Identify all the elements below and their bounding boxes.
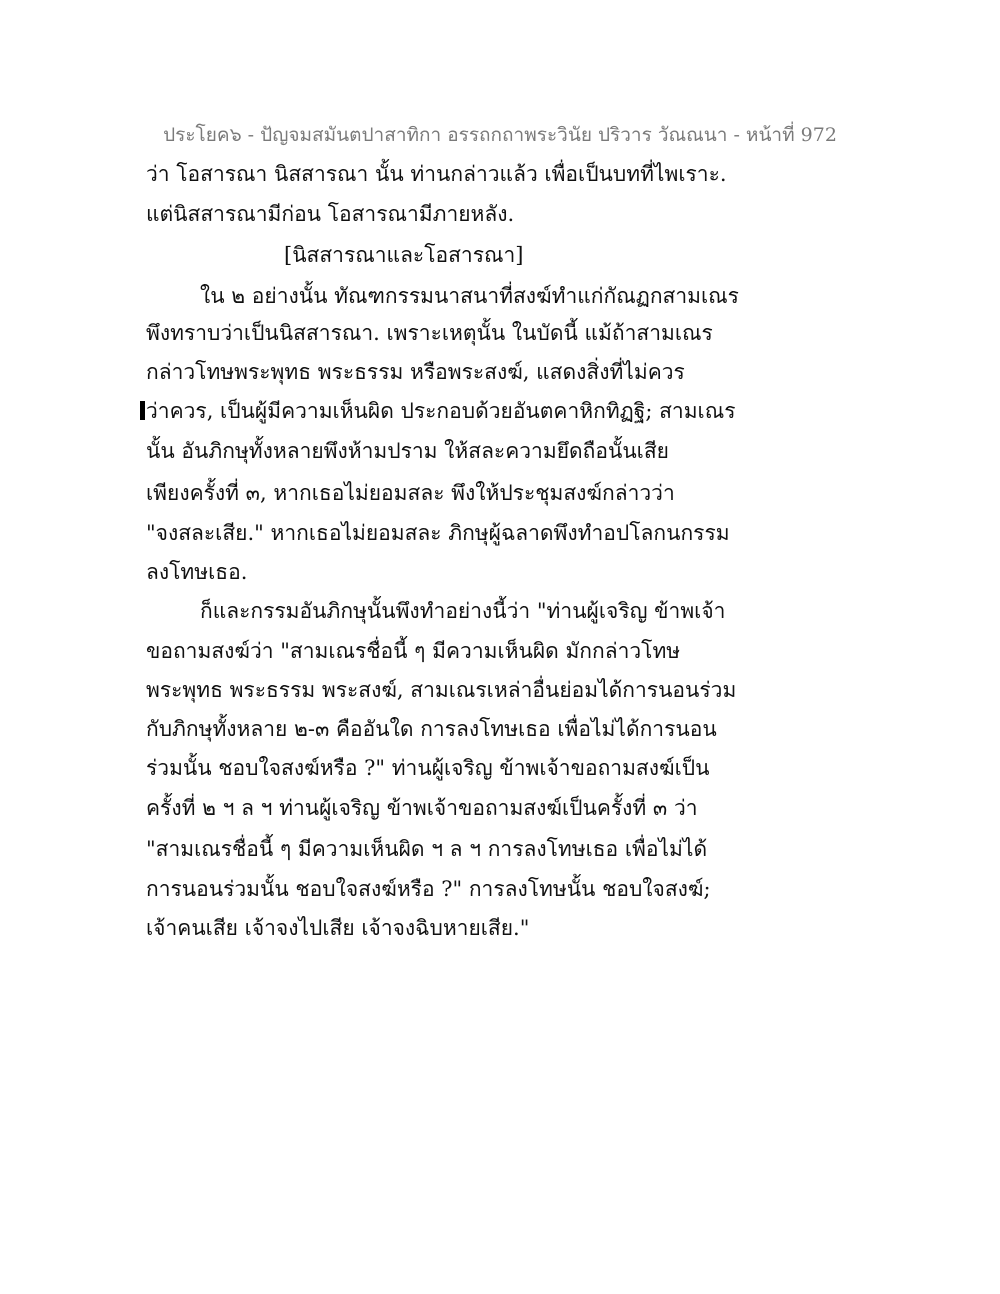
text-line: ร่วมนั้น ชอบใจสงฆ์หรือ ?" ท่านผู้เจริญ ข้าพเจ้าขอถามสงฆ์เป็น [146,756,710,780]
section-heading: [นิสสารณาและโอสารณา] [284,243,524,267]
text-line: ว่า โอสารณา นิสสารณา นั้น ท่านกล่าวแล้ว เพื่อเป็นบทที่ไพเราะ. [146,162,727,186]
text-line: "สามเณรชื่อนี้ ๆ มีความเห็นผิด ฯ ล ฯ การลงโทษเธอ เพื่อไม่ได้ [146,837,708,861]
text-line: การนอนร่วมนั้น ชอบใจสงฆ์หรือ ?" การลงโทษนั้น ชอบใจสงฆ์; [146,877,711,901]
page-header: ประโยค๖ - ปัญจมสมันตปาสาทิกา อรรถกถาพระวินัย ปริวาร วัณณนา - หน้าที่ 972 [163,124,837,146]
text-line: เพียงครั้งที่ ๓, หากเธอไม่ยอมสละ พึงให้ประชุมสงฆ์กล่าวว่า [146,481,675,505]
text-line: ครั้งที่ ๒ ฯ ล ฯ ท่านผู้เจริญ ข้าพเจ้าขอถามสงฆ์เป็นครั้งที่ ๓ ว่า [146,796,698,820]
text-line: ใน ๒ อย่างนั้น ทัณฑกรรมนาสนาที่สงฆ์ทำแก่กัณฏกสามเณร [200,284,739,308]
margin-marker [140,401,145,420]
text-line: ว่าควร, เป็นผู้มีความเห็นผิด ประกอบด้วยอันตคาหิกทิฏฐิ; สามเณร [146,399,736,423]
text-line: ก็และกรรมอันภิกษุนั้นพึงทำอย่างนี้ว่า "ท่านผู้เจริญ ข้าพเจ้า [200,599,726,623]
text-line: "จงสละเสีย." หากเธอไม่ยอมสละ ภิกษุผู้ฉลาดพึงทำอปโลกนกรรม [146,521,730,545]
text-line: แต่นิสสารณามีก่อน โอสารณามีภายหลัง. [146,202,515,226]
text-line: กับภิกษุทั้งหลาย ๒-๓ คืออันใด การลงโทษเธอ เพื่อไม่ได้การนอน [146,717,717,741]
text-line: ขอถามสงฆ์ว่า "สามเณรชื่อนี้ ๆ มีความเห็นผิด มักกล่าวโทษ [146,639,681,663]
text-line: ลงโทษเธอ. [146,560,248,584]
text-line: พระพุทธ พระธรรม พระสงฆ์, สามเณรเหล่าอื่นย่อมได้การนอนร่วม [146,678,737,702]
text-line: นั้น อันภิกษุทั้งหลายพึงห้ามปราม ให้สละความยึดถือนั้นเสีย [146,439,669,463]
text-line: พึงทราบว่าเป็นนิสสารณา. เพราะเหตุนั้น ในบัดนี้ แม้ถ้าสามเณร [146,321,713,345]
text-line: กล่าวโทษพระพุทธ พระธรรม หรือพระสงฆ์, แสดงสิ่งที่ไม่ควร [146,360,685,384]
text-line: เจ้าคนเสีย เจ้าจงไปเสีย เจ้าจงฉิบหายเสีย." [146,916,530,940]
